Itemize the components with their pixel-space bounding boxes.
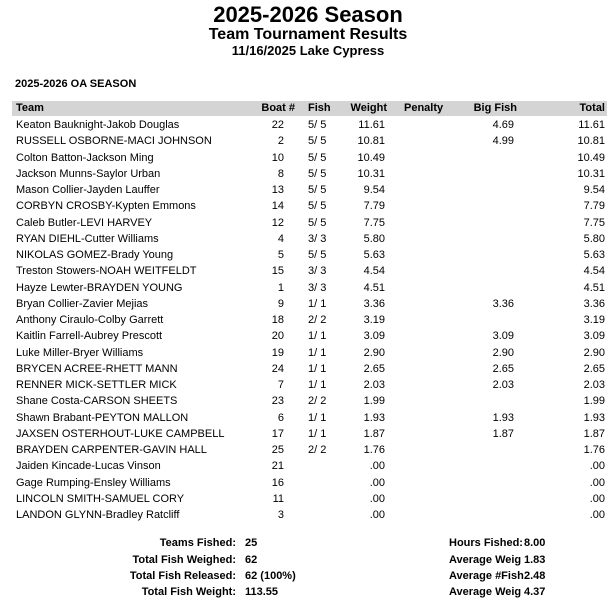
big-fish-value: 3.09 [492,330,514,343]
fish-count: 5/ 5 [308,216,327,229]
table-row [0,459,616,475]
boat-number: 16 [271,476,284,489]
table-row [0,183,616,199]
boat-number: 3 [277,509,284,521]
total-value: 1.99 [583,395,605,408]
team-name: Jackson Munns-Saylor Urban [16,167,161,180]
table-row [0,411,616,427]
total-value: .00 [589,509,605,521]
average-weight-label: Average Weig [449,554,522,566]
fish-count: 5/ 5 [308,184,327,196]
weight-value: 3.09 [363,330,385,343]
boat-number: 5 [277,249,284,261]
boat-number: 22 [271,119,284,131]
big-fish-value: 1.87 [492,427,514,440]
col-total: Total [579,102,605,114]
table-row [0,199,616,215]
teams-fished-value: 25 [245,537,258,549]
weight-value: .00 [369,509,385,521]
weight-value: 1.99 [363,395,385,408]
table-row [0,216,616,232]
table-row [0,118,616,134]
boat-number: 13 [271,184,284,196]
fish-count: 3/ 3 [308,232,327,245]
fish-count: 5/ 5 [308,119,327,131]
team-name: RENNER MICK-SETTLER MICK [16,379,177,391]
boat-number: 10 [271,151,284,164]
weight-value: .00 [369,492,385,505]
total-value: 10.81 [577,135,605,148]
big-fish-value: 4.99 [492,135,514,148]
fish-count: 5/ 5 [308,167,327,180]
table-row [0,264,616,280]
table-row [0,476,616,492]
total-value: 10.49 [577,151,605,164]
boat-number: 1 [277,281,284,294]
total-fish-released-label: Total Fish Released: [129,570,236,582]
total-value: 10.31 [577,167,605,180]
team-name: Caleb Butler-LEVI HARVEY [16,216,153,229]
team-name: Kaitlin Farrell-Aubrey Prescott [16,330,163,343]
weight-value: 2.03 [363,379,385,391]
team-name: Treston Stowers-NOAH WEITFELDT [16,265,197,278]
weight-value: .00 [369,460,385,473]
fish-count: 3/ 3 [308,265,327,278]
col-boat: Boat # [261,102,295,114]
weight-value: 1.87 [363,427,385,440]
table-row [0,248,616,264]
total-value: 7.79 [583,200,605,213]
team-name: RYAN DIEHL-Cutter Williams [16,232,159,245]
fish-count: 2/ 2 [308,395,327,408]
table-row [0,297,616,313]
col-weight: Weight [350,102,387,114]
big-fish-value: 2.90 [492,346,514,359]
boat-number: 11 [272,492,284,505]
fish-count: 1/ 1 [308,362,327,375]
weight-value: 10.31 [357,167,385,180]
team-name: BRYCEN ACREE-RHETT MANN [16,362,178,375]
col-big-fish: Big Fish [473,102,517,114]
weight-value: 2.90 [363,346,385,359]
fish-count: 2/ 2 [308,444,327,456]
boat-number: 4 [277,232,284,245]
team-name: Bryan Collier-Zavier Mejias [16,297,149,310]
table-row [0,362,616,378]
average-fish-value: 2.48 [524,570,546,582]
weight-value: 3.36 [363,297,385,310]
weight-value: 5.63 [363,249,385,261]
weight-value: 5.80 [363,232,385,245]
weight-value: 7.79 [363,200,385,213]
total-value: .00 [589,476,605,489]
event-date-location: 11/16/2025 Lake Cypress [231,43,385,58]
weight-value: 10.81 [357,135,385,148]
total-fish-weighed-value: 62 [245,554,258,566]
total-value: .00 [589,492,605,505]
report-title: 2025-2026 Season [213,2,403,27]
boat-number: 12 [271,216,284,229]
total-value: 2.03 [583,379,605,391]
boat-number: 15 [271,265,284,278]
boat-number: 21 [271,460,284,473]
total-value: 4.51 [583,281,605,294]
weight-value: 9.54 [363,184,385,196]
team-name: Luke Miller-Bryer Williams [16,346,144,359]
team-name: LINCOLN SMITH-SAMUEL CORY [16,492,185,505]
weight-value: 7.75 [363,216,385,229]
boat-number: 18 [271,314,284,326]
team-name: Anthony Ciraulo-Colby Garrett [16,314,164,326]
big-fish-value: 3.36 [492,297,514,310]
total-value: 5.80 [583,232,605,245]
total-value: 9.54 [583,184,605,196]
boat-number: 20 [271,330,284,343]
table-row [0,346,616,362]
team-name: Jaiden Kincade-Lucas Vinson [16,460,161,473]
weight-value: 4.51 [363,281,385,294]
fish-count: 1/ 1 [308,411,327,424]
weight-value: 11.61 [358,119,385,131]
team-name: Shawn Brabant-PEYTON MALLON [16,411,189,424]
weight-value: 1.93 [363,411,385,424]
table-row [0,329,616,345]
fish-count: 1/ 1 [308,297,327,310]
table-row [0,508,616,524]
table-row [0,134,616,150]
table-row [0,167,616,183]
table-row [0,427,616,443]
average-weight-2-value: 4.37 [524,586,546,598]
fish-count: 5/ 5 [308,249,327,261]
team-name: Mason Collier-Jayden Lauffer [16,184,160,196]
table-row [0,313,616,329]
fish-count: 1/ 1 [308,346,327,359]
big-fish-value: 1.93 [492,411,514,424]
team-name: CORBYN CROSBY-Kypten Emmons [16,200,196,213]
fish-count: 1/ 1 [308,330,327,343]
team-name: Shane Costa-CARSON SHEETS [16,395,178,408]
table-row [0,394,616,410]
total-value: 1.87 [583,427,605,440]
boat-number: 25 [271,444,284,456]
total-value: 7.75 [583,216,605,229]
teams-fished-label: Teams Fished: [159,537,236,549]
report-subtitle: Team Tournament Results [208,26,408,43]
total-value: 4.54 [583,265,605,278]
fish-count: 5/ 5 [308,200,327,213]
team-name: Colton Batton-Jackson Ming [16,151,154,164]
table-row [0,232,616,248]
boat-number: 7 [277,379,284,391]
total-value: 3.09 [583,330,605,343]
team-name: Gage Rumping-Ensley Williams [16,476,171,489]
fish-count: 1/ 1 [308,379,327,391]
team-name: LANDON GLYNN-Bradley Ratcliff [16,509,180,521]
boat-number: 24 [271,362,284,375]
boat-number: 19 [271,346,284,359]
big-fish-value: 2.65 [492,362,514,375]
col-team: Team [16,102,44,114]
boat-number: 9 [277,297,284,310]
table-row [0,443,616,459]
weight-value: 1.76 [363,444,385,456]
results-table-header [12,101,607,116]
total-value: 11.61 [578,119,605,131]
boat-number: 17 [271,427,284,440]
team-name: Keaton Bauknight-Jakob Douglas [16,119,180,131]
big-fish-value: 2.03 [492,379,514,391]
fish-count: 3/ 3 [308,281,327,294]
total-fish-weight-value: 113.55 [245,586,279,598]
boat-number: 14 [271,200,284,213]
col-fish: Fish [308,102,331,114]
total-value: 2.90 [583,346,605,359]
fish-count: 5/ 5 [308,135,327,148]
weight-value: 10.49 [357,151,385,164]
fish-count: 5/ 5 [308,151,327,164]
total-value: 1.93 [583,411,605,424]
weight-value: 3.19 [363,314,385,326]
total-fish-released-value: 62 (100%) [245,570,296,582]
total-value: .00 [589,460,605,473]
boat-number: 2 [277,135,284,148]
big-fish-value: 4.69 [492,119,514,131]
table-row [0,151,616,167]
team-name: JAXSEN OSTERHOUT-LUKE CAMPBELL [16,427,225,440]
boat-number: 6 [277,411,284,424]
average-fish-label: Average #Fish [449,570,524,582]
season-section-label: 2025-2026 OA SEASON [15,78,137,90]
team-name: NIKOLAS GOMEZ-Brady Young [16,249,174,261]
total-fish-weight-label: Total Fish Weight: [141,586,236,598]
col-penalty: Penalty [404,102,444,114]
total-value: 5.63 [583,249,605,261]
weight-value: 4.54 [363,265,385,278]
hours-fished-label: Hours Fished: [449,537,523,549]
team-name: BRAYDEN CARPENTER-GAVIN HALL [16,444,207,456]
average-weight-2-label: Average Weig [449,586,522,598]
weight-value: 2.65 [363,362,385,375]
boat-number: 23 [271,395,284,408]
team-name: Hayze Lewter-BRAYDEN YOUNG [16,281,183,294]
boat-number: 8 [277,167,284,180]
total-fish-weighed-label: Total Fish Weighed: [132,554,236,566]
average-weight-value: 1.83 [524,554,546,566]
table-row [0,281,616,297]
team-name: RUSSELL OSBORNE-MACI JOHNSON [16,135,212,148]
total-value: 2.65 [583,362,605,375]
total-value: 3.19 [583,314,605,326]
hours-fished-value: 8.00 [524,537,546,549]
fish-count: 1/ 1 [308,427,327,440]
table-row [0,492,616,508]
fish-count: 2/ 2 [308,314,327,326]
total-value: 1.76 [583,444,605,456]
weight-value: .00 [369,476,385,489]
total-value: 3.36 [583,297,605,310]
table-row [0,378,616,394]
